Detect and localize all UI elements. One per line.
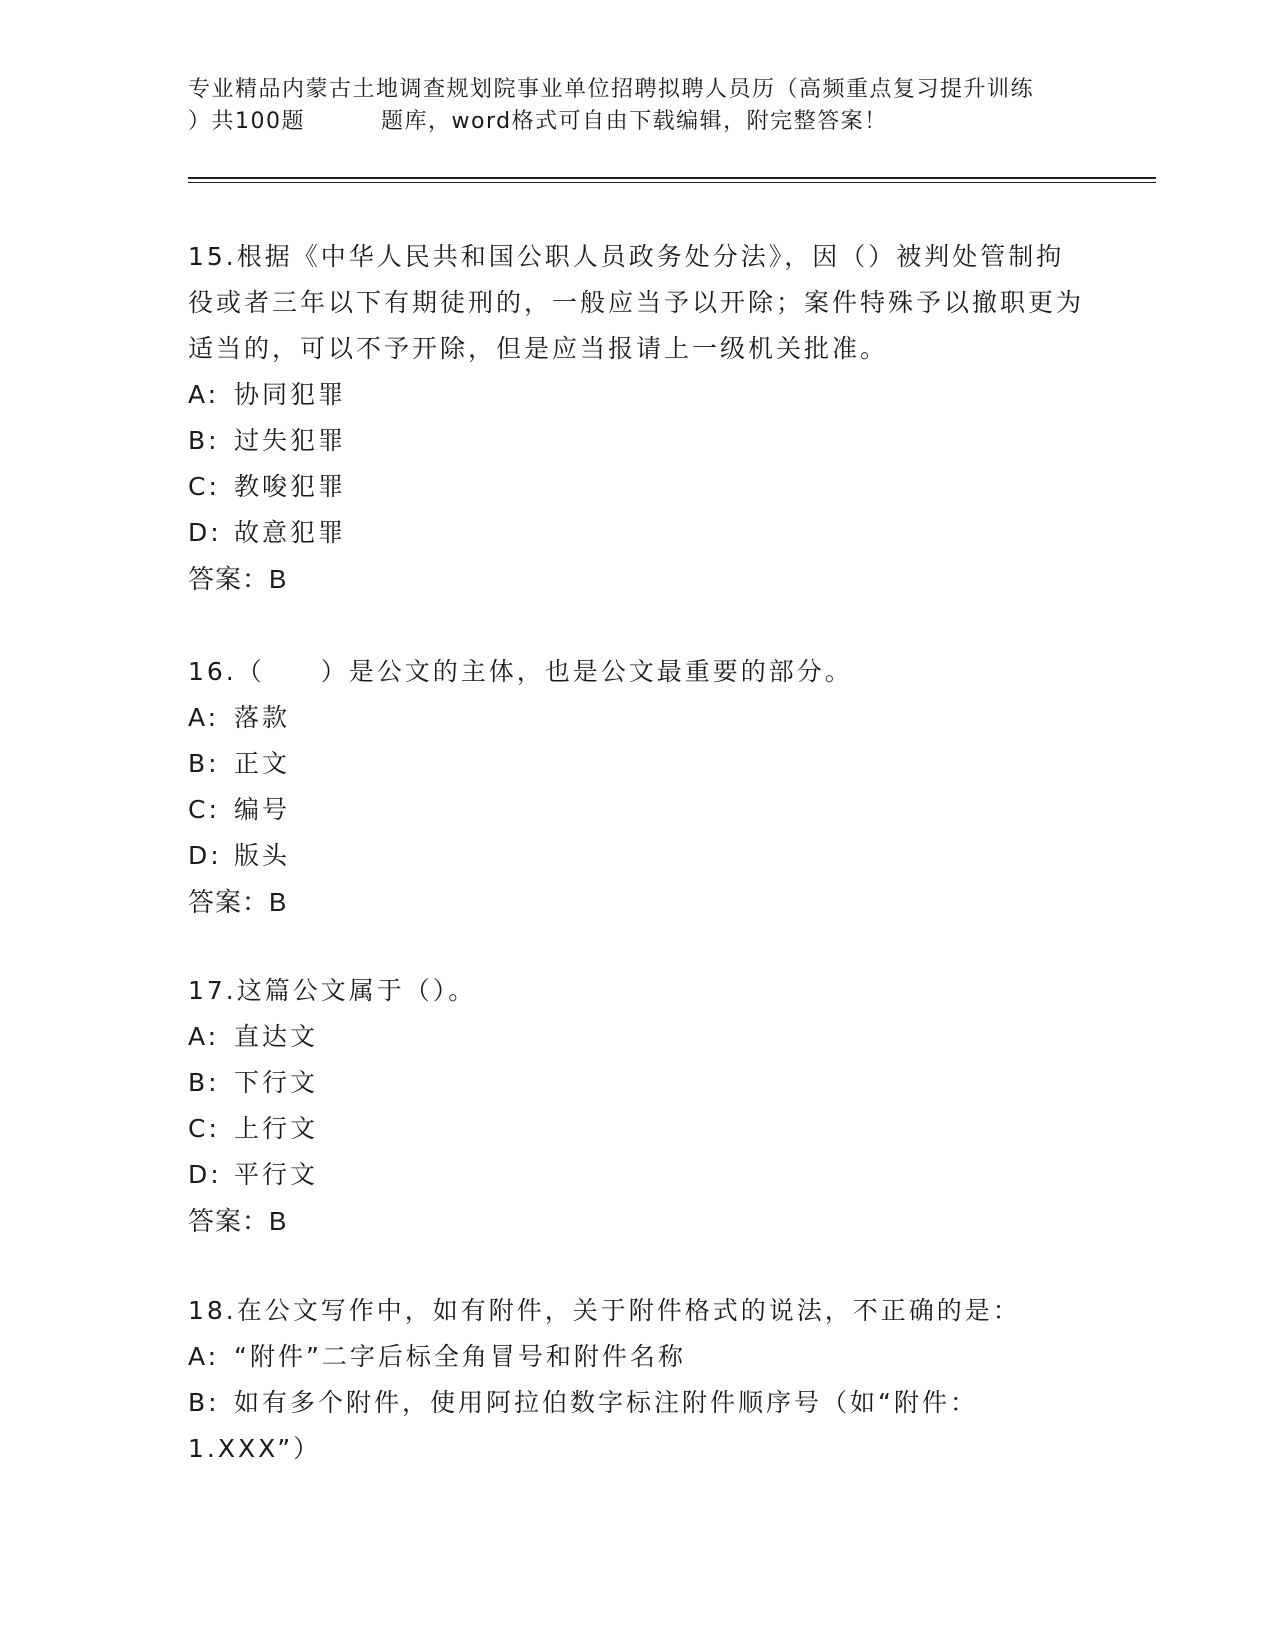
option-text: 故意犯罪 bbox=[234, 518, 347, 547]
question-18 bbox=[188, 1288, 1088, 1472]
header-title-line-1: 专业精品内蒙古土地调查规划院事业单位招聘拟聘人员历（高频重点复习提升训练 bbox=[188, 77, 1035, 102]
question-stem: 17.这篇公文属于（）。 bbox=[188, 976, 477, 1005]
option-b bbox=[188, 1380, 1088, 1472]
header-divider-thin bbox=[188, 182, 1156, 183]
option-c bbox=[188, 787, 1088, 833]
option-label: B: bbox=[188, 1388, 220, 1417]
option-text: 教唆犯罪 bbox=[234, 472, 347, 501]
option-label: B: bbox=[188, 1068, 220, 1097]
option-label: D: bbox=[188, 518, 222, 547]
option-label: A: bbox=[188, 1022, 220, 1051]
option-label: B: bbox=[188, 426, 220, 455]
option-a bbox=[188, 1334, 1088, 1380]
option-text: 过失犯罪 bbox=[234, 426, 347, 455]
option-text: 平行文 bbox=[234, 1160, 319, 1189]
option-text: 如有多个附件，使用阿拉伯数字标注附件顺序号（如“附件：1.XXX”） bbox=[188, 1388, 978, 1463]
option-d bbox=[188, 510, 1088, 556]
option-label: B: bbox=[188, 749, 220, 778]
option-a bbox=[188, 372, 1088, 418]
answer-line: 答案：B bbox=[188, 1206, 288, 1236]
question-stem: 18.在公文写作中，如有附件，关于附件格式的说法，不正确的是： bbox=[188, 1296, 1021, 1325]
option-label: C: bbox=[188, 472, 220, 501]
option-text: 直达文 bbox=[234, 1022, 319, 1051]
answer-line: 答案：B bbox=[188, 887, 288, 917]
option-text: 协同犯罪 bbox=[234, 380, 347, 409]
question-stem: 16.（ ）是公文的主体，也是公文最重要的部分。 bbox=[188, 657, 853, 686]
option-a bbox=[188, 1014, 1088, 1060]
option-label: D: bbox=[188, 841, 222, 870]
option-label: D: bbox=[188, 1160, 222, 1189]
option-b bbox=[188, 418, 1088, 464]
question-17 bbox=[188, 968, 1088, 1244]
answer-line: 答案：B bbox=[188, 564, 288, 594]
option-label: A: bbox=[188, 380, 220, 409]
option-text: 下行文 bbox=[234, 1068, 319, 1097]
option-b bbox=[188, 741, 1088, 787]
option-text: 版头 bbox=[234, 841, 291, 870]
document-header bbox=[188, 74, 1088, 138]
header-note: 题库，word格式可自由下载编辑，附完整答案！ bbox=[381, 109, 888, 134]
option-text: “附件”二字后标全角冒号和附件名称 bbox=[234, 1342, 686, 1371]
option-text: 落款 bbox=[234, 703, 291, 732]
option-label: C: bbox=[188, 1114, 220, 1143]
option-a bbox=[188, 695, 1088, 741]
header-title-line-2 bbox=[188, 106, 1088, 138]
header-divider-thick bbox=[188, 177, 1156, 179]
option-text: 正文 bbox=[234, 749, 291, 778]
question-16 bbox=[188, 649, 1088, 925]
option-d bbox=[188, 1152, 1088, 1198]
option-c bbox=[188, 464, 1088, 510]
option-text: 编号 bbox=[234, 795, 291, 824]
option-label: A: bbox=[188, 703, 220, 732]
option-label: A: bbox=[188, 1342, 220, 1371]
option-c bbox=[188, 1106, 1088, 1152]
question-stem: 15.根据《中华人民共和国公职人员政务处分法》，因（）被判处管制拘役或者三年以下有期徒刑的，一般应当予以开除；案件特殊予以撤职更为适当的，可以不予开除，但是应当报请上一级机关批准。 bbox=[188, 242, 1085, 363]
option-b bbox=[188, 1060, 1088, 1106]
option-d bbox=[188, 833, 1088, 879]
option-text: 上行文 bbox=[234, 1114, 319, 1143]
option-label: C: bbox=[188, 795, 220, 824]
question-15 bbox=[188, 234, 1088, 602]
header-count: ）共100题 bbox=[188, 109, 305, 134]
